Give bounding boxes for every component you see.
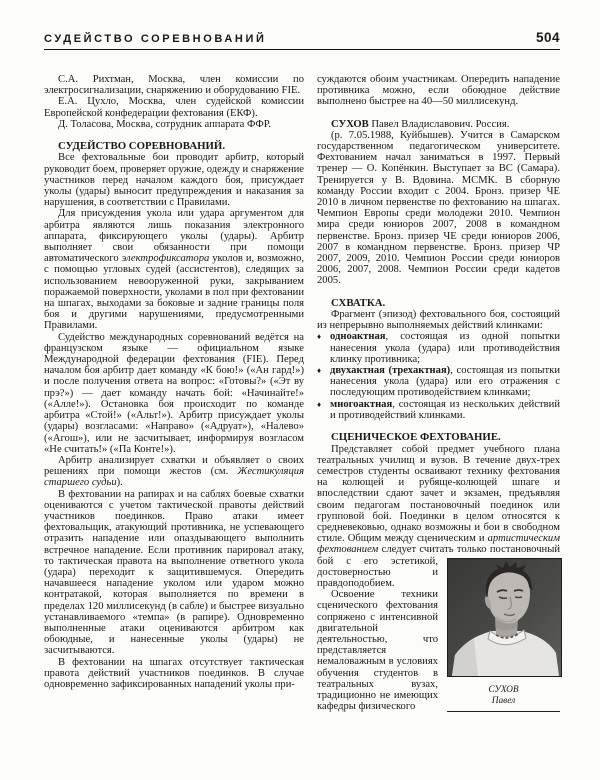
paragraph-text: Арбитр анализирует схватки и объявляет о своих решениях при помощи жестов (см. (44, 454, 304, 478)
intro-paragraph-2: Е.А. Цухло, Москва, член судейской комиссии Европейской конфедерации фехтования (ЕКФ). (44, 96, 304, 119)
sukhov-portrait-photo (447, 558, 562, 677)
list-item-text (330, 331, 560, 365)
list-item (317, 331, 560, 365)
text-columns (44, 74, 560, 716)
paragraph-text: постановочный бой с его эстетикой, достоверностью и правдоподобием. (317, 544, 560, 589)
list-item (317, 365, 560, 399)
refereeing-paragraph-1: Все фехтовальные бои проводит арбитр, который руководит боем, проверяет оружие, одежду и снаряжение участников перед началом каждого боя, присуждает уколы (удары) выносит предупреждения и наказания за нарушения, в соответствии с Правилами. (44, 152, 305, 209)
photo-caption-surname: СУХОВ (488, 684, 519, 695)
italic-term: электрофиксатора (121, 253, 210, 265)
bullet-lead: многоактная (330, 398, 393, 410)
entry-name: СУХОВ (331, 118, 369, 130)
sukhov-entry-heading (317, 119, 560, 130)
sukhov-biography: (р. 7.05.1988, Куйбышев). Учится в Самарском государственном педагогическом университете. Фехтованием начал заниматься в 1997. Первый тренер — О. Копёнкин. Выступает за ВС (Самара). Тренируется у В. Вдовина. МСМК. В сборную команду России входит с 2004. Бронз. призер ЧЕ 2010 в личном первенстве по фехтованию на шпагах. Чемпион Европы среди молодежи 2010. Чемпион мира среди юниоров 2007, 2008 в командном первенстве. Бронз. призер ЧЕ среди юниоров 2006, 2007 в командном первенстве. Бронз. призер ЧР 2007, 2009, 2010. Чемпион России среди юниоров 2006, 2007, 2008. Чемпион России среди кадетов 2005. (317, 129, 560, 287)
bullet-rest: , состоящая из одной попытки нанесения укола (удара) или противодействия клинку противника; (330, 331, 560, 365)
entry-name-rest: Павел Владиславович. Россия. (368, 118, 510, 130)
paragraph-text: Для присуждения укола или удара аргументом для арбитра являются лишь показания электронного аппарата, фиксирующего уколы (удары). Арбитр выполняет свои обязанности при помощи автоматического (44, 208, 304, 265)
intro-paragraph-3: Д. Толасова, Москва, сотрудник аппарата ФФР. (58, 118, 271, 130)
list-item-text (330, 365, 560, 399)
paragraph-text: Представляет собой предмет учебного плана театральных училищ и вузов. В течение двух-трех семестров студенты осваивают технику фехтования на колющей и рубяще-колющей шпаге и впоследствии сдают зачет и экзамен, предъявляя своим педагогам постановочный поединок или групповой бой. Поединки в целом относятся к средневековью, однако возможны и бои в свободном стиле. Общим между сценическим и (317, 443, 560, 545)
refereeing-paragraph-4 (44, 455, 304, 489)
diamond-bullet-icon: ♦ (317, 332, 322, 342)
running-title: СУДЕЙСТВО СОРЕВНОВАНИЙ (44, 33, 267, 45)
intro-paragraph-1: С.А. Рихтман, Москва, член комиссии по электросигнализации, снаряжению и оборудованию FIE. (44, 74, 304, 97)
continuation-paragraph: суждаются обоим участникам. Опередить нападение противника можно, если обоюдное действие выполнено быстрее на 40—50 миллисекунд. (317, 74, 560, 108)
list-item-text (330, 399, 560, 421)
running-header (44, 30, 560, 45)
refereeing-paragraph-3: Судейство международных соревнований ведётся на французском языке — официальном языке Международной федерации фехтования (FIE). Перед началом боя арбитр дает команду «К бою!» («Ан гард!») и после получения ответа на вопрос: «Готовы?» («Эт ву прэ?») — дает команду начать бой: «Начинайте!» («Алле!»). Остановка боя происходит по команде арбитра «Стой!» («Альт!»). Арбитр присуждает уколы (удары) возгласами: «Направо» («Адруат»), «Налево» («Агош»), или не засчитывает, информируя возгласом «Не считать!» («Па Конте!»). (44, 331, 304, 455)
bullet-lead: одноактная (330, 331, 386, 343)
sukhov-photo-block (447, 558, 560, 712)
bullet-rest: , состоящая из нескольких действий и противодействий клинками. (330, 398, 560, 421)
header-rule (44, 49, 560, 50)
list-item (317, 399, 560, 421)
diamond-bullet-icon: ♦ (317, 366, 322, 376)
page-number: 504 (535, 30, 560, 45)
bullet-lead: двухактная (трехактная) (330, 365, 451, 377)
refereeing-paragraph-2 (44, 208, 304, 331)
italic-term: артистическим фехтованием (317, 533, 560, 556)
scenic-paragraph-2: Освоение техники сценического фехтования сопряжено с интенсивной двигательной деятельностью, что представляется немаловажным в условиях обучения студентов в театральных вузах, традиционно не имеющих кафедры физического (317, 589, 438, 713)
section-title-skhvatka: СХВАТКА. (331, 296, 386, 309)
refereeing-paragraph-6: В фехтовании на шпагах отсутствует тактическая правота действий участников поединков. В случае одновременно зафиксированных нападений уколы при- (44, 656, 304, 690)
refereeing-paragraph-5: В фехтовании на рапирах и на саблях боевые схватки оцениваются с учетом тактической правоты действий участников поединков. Право атаки имеет фехтовальщик, атакующий противника, не успевающего отразить нападение или опаздывающего выполнить встречное нападение. Если противник парировал атаку, то тактическая правота на выполнение ответного укола (удара) переходит к защитившемуся. Опередить начавшееся нападение уколом или ударом можно контратакой, которая выполняется по времени в пределах 120 миллисекунд (в сабле) и быстрее визуально устанавливаемого «темпа» (в рапире). Одновременно выполненные атаки оцениваются арбитром как обоюдные, и нанесенные уколы (удары) не засчитываются. (44, 488, 304, 657)
left-column (44, 74, 304, 716)
paragraph-text: уколов и, возможно, с помощью угловых судей (ассистентов), следящих за использованием невооруженной руки, закрыванием поражаемой поверхности, уколами в пол при фехтовании на шпагах, выходами за боковые и задние границы поля боя и другими нарушениями, предусмотренными Правилами. (44, 253, 305, 332)
paragraph-text: ). (116, 477, 123, 489)
italic-cross-reference: Жестикуляция старшего судьи (44, 466, 304, 489)
section-title-scenic-fencing: СЦЕНИЧЕСКОЕ ФЕХТОВАНИЕ. (331, 431, 501, 444)
right-column (317, 74, 560, 716)
diamond-bullet-icon: ♦ (317, 399, 322, 409)
paragraph-text: следует считать только (378, 544, 490, 556)
section-title-refereeing: СУДЕЙСТВО СОРЕВНОВАНИЙ. (58, 140, 226, 153)
photo-caption (447, 685, 560, 707)
bullet-rest: , состоящая из попытки нанесения укола (удара) или его отражения с последующим противодействием клинками; (330, 365, 560, 399)
photo-caption-firstname: Павел (491, 695, 516, 706)
skhvatka-intro: Фрагмент (эпизод) фехтовального боя, состоящий из непрерывно выполняемых действий клинками: (317, 309, 560, 332)
